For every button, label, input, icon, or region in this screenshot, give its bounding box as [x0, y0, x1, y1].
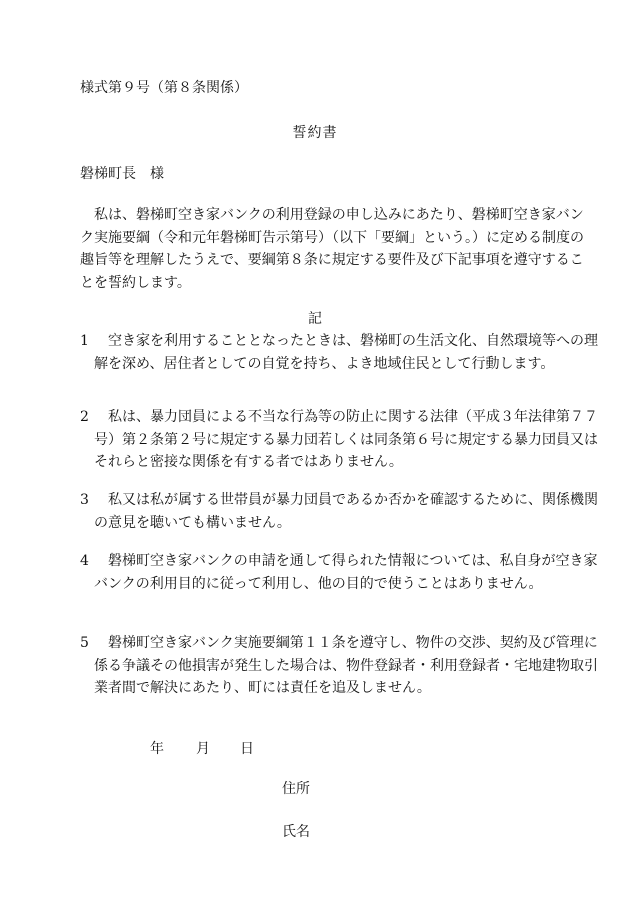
- intro-paragraph: 私は、磐梯町空き家バンクの利用登録の申し込みにあたり、磐梯町空き家バンク実施要綱（令和元年磐梯町告示第号）（以下「要綱」という。）に定める制度の趣旨等を理解したうえで、要綱第８条に規定する要件及び下記事項を遵守することを誓約します。: [80, 207, 584, 292]
- item-text: 私は、暴力団員による不当な行為等の防止に関する法律（平成３年法律第７７号）第２条第２号に規定する暴力団若しくは同条第６号に規定する暴力団員又はそれらと密接な関係を有する者ではありません。: [94, 409, 598, 471]
- name-label: 氏名: [282, 824, 310, 840]
- address-label: 住所: [282, 781, 310, 797]
- pledge-item-5: [80, 632, 606, 700]
- document-title: 誓約書: [292, 125, 338, 141]
- pledge-item-1: [80, 330, 606, 375]
- addressee: 磐梯町長 様: [80, 166, 164, 182]
- year-label: 年: [150, 741, 164, 757]
- pledge-item-3: [80, 489, 606, 534]
- item-text: 空き家を利用することとなったときは、磐梯町の生活文化、自然環境等への理解を深め、居住者としての自覚を持ち、よき地域住民として行動します。: [94, 333, 598, 372]
- item-number: 1: [80, 333, 89, 349]
- item-number: 3: [80, 492, 89, 508]
- pledge-item-2: [80, 406, 606, 474]
- item-text: 磐梯町空き家バンクの申請を通して得られた情報については、私自身が空き家バンクの利用目的に従って利用し、他の目的で使うことはありません。: [94, 553, 598, 592]
- item-text: 私又は私が属する世帯員が暴力団員であるか否かを確認するために、関係機関の意見を聴いても構いません。: [94, 492, 598, 531]
- form-number: 様式第９号（第８条関係）: [80, 80, 248, 96]
- pledge-item-4: [80, 550, 606, 595]
- month-label: 月: [196, 741, 210, 757]
- day-label: 日: [240, 741, 254, 757]
- item-text: 磐梯町空き家バンク実施要綱第１１条を遵守し、物件の交渉、契約及び管理に係る争議その他損害が発生した場合は、物件登録者・利用登録者・宅地建物取引業者間で解決にあたり、町には責任を追及しません。: [94, 635, 598, 697]
- item-number: 2: [80, 409, 89, 425]
- item-number: 5: [80, 635, 89, 651]
- item-number: 4: [80, 553, 89, 569]
- ki-heading: 記: [308, 311, 322, 327]
